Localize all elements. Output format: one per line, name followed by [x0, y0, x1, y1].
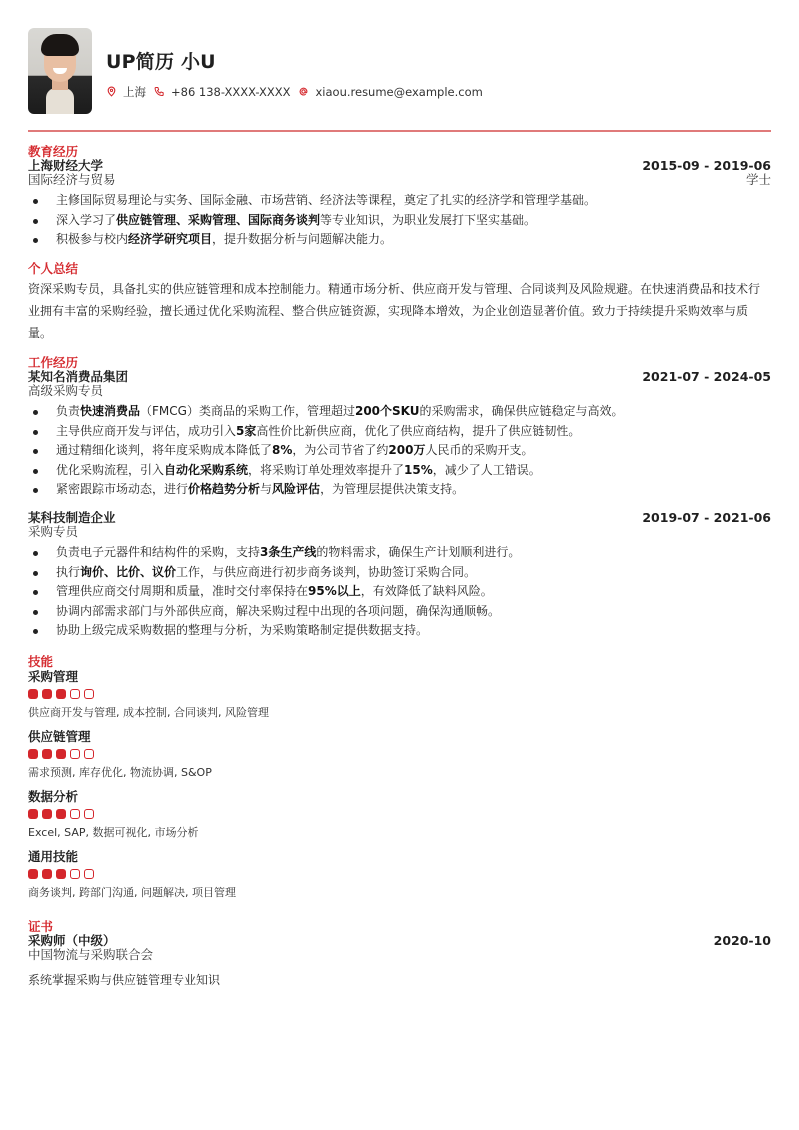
- profile-photo: [28, 28, 92, 114]
- contact-row: [106, 84, 491, 100]
- skills-list: [28, 669, 771, 900]
- job-entry: [28, 511, 771, 641]
- job-entry: [28, 370, 771, 500]
- certificates-title: 证书: [28, 919, 54, 934]
- header-divider: [28, 130, 771, 132]
- job-bullets: [28, 543, 771, 641]
- skill-description: 供应商开发与管理, 成本控制, 合同谈判, 风险管理: [28, 706, 269, 719]
- skill-item: [28, 849, 771, 900]
- skills-section: [28, 655, 771, 900]
- empty-dot-icon: [70, 869, 80, 879]
- header-info: [106, 43, 491, 100]
- work-title: 工作经历: [28, 355, 79, 370]
- filled-dot-icon: [28, 809, 38, 819]
- skill-item: [28, 669, 771, 720]
- empty-dot-icon: [84, 689, 94, 699]
- education-entry-header: [28, 159, 771, 187]
- filled-dot-icon: [28, 689, 38, 699]
- skill-name: 数据分析: [28, 789, 79, 804]
- education-dates: 2015-09 - 2019-06: [642, 158, 771, 173]
- filled-dot-icon: [56, 689, 66, 699]
- summary-section: [28, 262, 771, 344]
- resume-page: [28, 28, 771, 987]
- bullet-item: 管理供应商交付周期和质量，准时交付率保持在95%以上，有效降低了缺料风险。: [28, 582, 771, 602]
- job-role: 采购专员: [28, 524, 79, 539]
- school-name: 上海财经大学: [28, 158, 104, 173]
- empty-dot-icon: [84, 809, 94, 819]
- education-section: [28, 145, 771, 250]
- bullet-item: 积极参与校内经济学研究项目，提升数据分析与问题解决能力。: [28, 230, 771, 250]
- job-dates: 2021-07 - 2024-05: [642, 369, 771, 384]
- filled-dot-icon: [56, 809, 66, 819]
- empty-dot-icon: [84, 869, 94, 879]
- certificate-issuer: 中国物流与采购联合会: [28, 947, 154, 962]
- filled-dot-icon: [28, 749, 38, 759]
- filled-dot-icon: [42, 749, 52, 759]
- bullet-item: 优化采购流程，引入自动化采购系统，将采购订单处理效率提升了15%，减少了人工错误。: [28, 461, 771, 481]
- bullet-item: 执行询价、比价、议价工作，与供应商进行初步商务谈判，协助签订采购合同。: [28, 563, 771, 583]
- skill-level-dots: [28, 809, 771, 819]
- summary-title: 个人总结: [28, 261, 79, 276]
- job-dates: 2019-07 - 2021-06: [642, 510, 771, 525]
- education-bullets: [28, 191, 771, 250]
- education-title: 教育经历: [28, 144, 79, 159]
- skill-name: 采购管理: [28, 669, 79, 684]
- email-text[interactable]: xiaou.resume@example.com: [315, 84, 483, 99]
- filled-dot-icon: [42, 809, 52, 819]
- work-section: [28, 356, 771, 500]
- summary-text: 资深采购专员，具备扎实的供应链管理和成本控制能力。精通市场分析、供应商开发与管理、合同谈判及风险规避。在快速消费品和技术行业拥有丰富的采购经验，擅长通过优化采购流程、整合供应链资源，实现降本增效，为企业创造显著价值。致力于持续提升采购效率与质量。: [28, 282, 761, 340]
- company-name: 某知名消费品集团: [28, 369, 129, 384]
- certificate-name: 采购师（中级）: [28, 933, 116, 948]
- skill-description: Excel, SAP, 数据可视化, 市场分析: [28, 826, 199, 839]
- filled-dot-icon: [56, 869, 66, 879]
- empty-dot-icon: [84, 749, 94, 759]
- skill-name: 通用技能: [28, 849, 79, 864]
- filled-dot-icon: [56, 749, 66, 759]
- bullet-item: 通过精细化谈判，将年度采购成本降低了8%，为公司节省了约200万人民币的采购开支。: [28, 441, 771, 461]
- job-bullets: [28, 402, 771, 500]
- skill-item: [28, 729, 771, 780]
- major: 国际经济与贸易: [28, 172, 116, 187]
- certificate-date: 2020-10: [713, 933, 771, 948]
- job-header: [28, 511, 771, 539]
- company-name: 某科技制造企业: [28, 510, 116, 525]
- bullet-item: 协助上级完成采购数据的整理与分析，为采购策略制定提供数据支持。: [28, 621, 771, 641]
- empty-dot-icon: [70, 749, 80, 759]
- bullet-item: 主修国际贸易理论与实务、国际金融、市场营销、经济法等课程，奠定了扎实的经济学和管理学基础。: [28, 191, 771, 211]
- skill-level-dots: [28, 869, 771, 879]
- filled-dot-icon: [42, 689, 52, 699]
- phone-text[interactable]: +86 138-XXXX-XXXX: [171, 84, 291, 99]
- certificates-section: [28, 920, 771, 988]
- skill-name: 供应链管理: [28, 729, 91, 744]
- phone-icon: [154, 86, 165, 97]
- empty-dot-icon: [70, 809, 80, 819]
- empty-dot-icon: [70, 689, 80, 699]
- candidate-name: UP简历 小U: [106, 50, 216, 73]
- skills-title: 技能: [28, 654, 54, 669]
- location-text: 上海: [123, 84, 146, 99]
- job-header: [28, 370, 771, 398]
- certificate-description: 系统掌握采购与供应链管理专业知识: [28, 973, 221, 987]
- contact-email: [298, 85, 482, 99]
- skill-level-dots: [28, 689, 771, 699]
- contact-phone: [154, 85, 290, 99]
- bullet-item: 协调内部需求部门与外部供应商，解决采购过程中出现的各项问题，确保沟通顺畅。: [28, 602, 771, 622]
- skill-description: 商务谈判, 跨部门沟通, 问题解决, 项目管理: [28, 886, 236, 899]
- certificate-header: [28, 934, 771, 962]
- bullet-item: 负责电子元器件和结构件的采购，支持3条生产线的物料需求，确保生产计划顺利进行。: [28, 543, 771, 563]
- filled-dot-icon: [28, 869, 38, 879]
- at-icon: [298, 86, 309, 97]
- skill-level-dots: [28, 749, 771, 759]
- contact-location: [106, 84, 146, 100]
- bullet-item: 主导供应商开发与评估，成功引入5家高性价比新供应商，优化了供应商结构，提升了供应链韧性。: [28, 422, 771, 442]
- bullet-item: 深入学习了供应链管理、采购管理、国际商务谈判等专业知识，为职业发展打下坚实基础。: [28, 211, 771, 231]
- bullet-item: 紧密跟踪市场动态，进行价格趋势分析与风险评估，为管理层提供决策支持。: [28, 480, 771, 500]
- skill-item: [28, 789, 771, 840]
- bullet-item: 负责快速消费品（FMCG）类商品的采购工作，管理超过200个SKU的采购需求，确保供应链稳定与高效。: [28, 402, 771, 422]
- job-role: 高级采购专员: [28, 383, 104, 398]
- map-pin-icon: [106, 86, 117, 97]
- degree: 学士: [745, 172, 771, 187]
- filled-dot-icon: [42, 869, 52, 879]
- skill-description: 需求预测, 库存优化, 物流协调, S&OP: [28, 766, 212, 779]
- resume-header: [28, 28, 771, 114]
